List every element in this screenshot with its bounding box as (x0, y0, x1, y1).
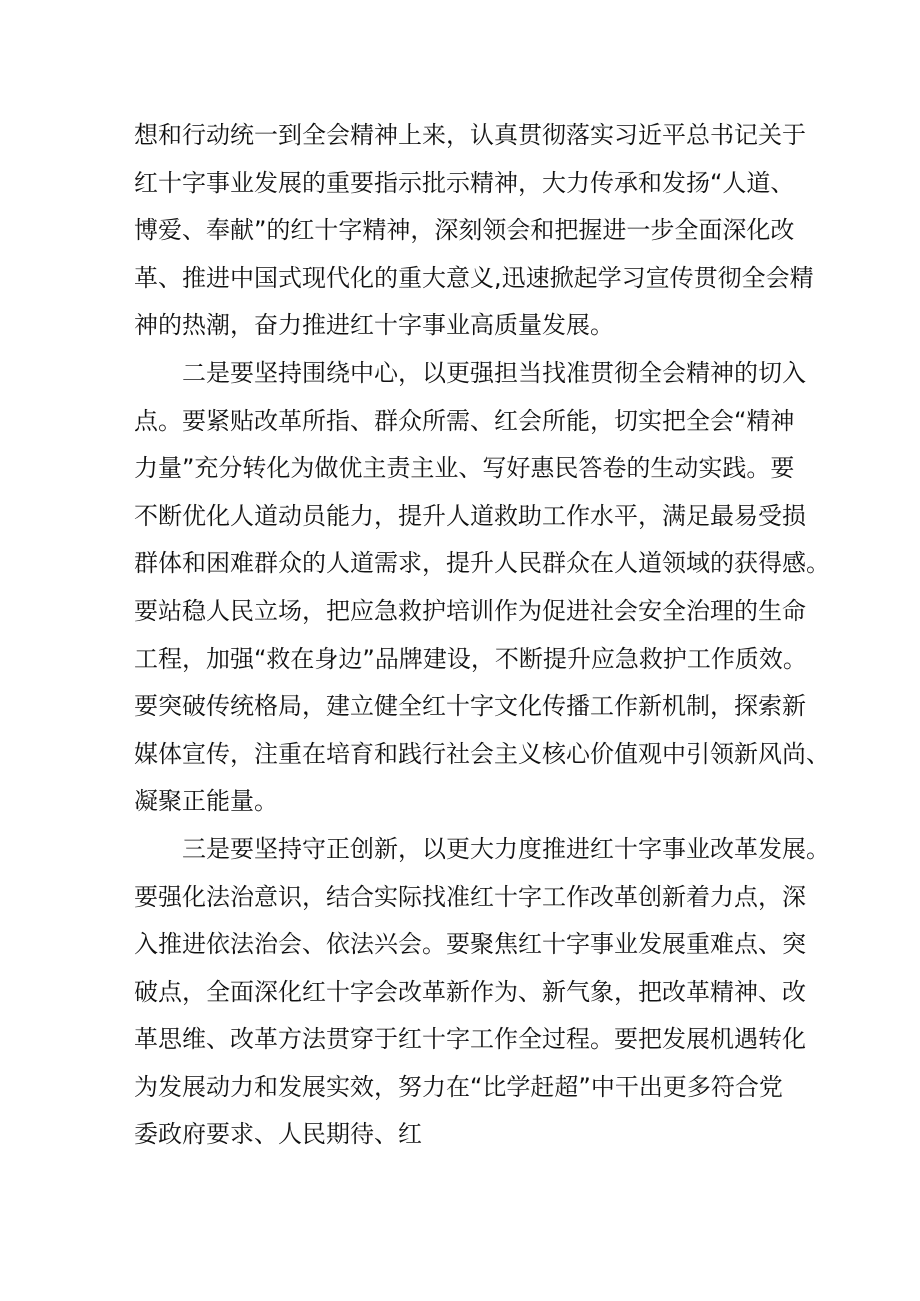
text-line: 革思维、改革方法贯穿于红十字工作全过程。要把发展机遇转化 (134, 1025, 806, 1054)
text-line: 委政府要求、人民期待、红 (134, 1120, 422, 1149)
text-line: 入推进依法治会、依法兴会。要聚焦红十字事业发展重难点、突 (134, 930, 806, 959)
text-line: 神的热潮，奋力推进红十字事业高质量发展。 (134, 311, 614, 340)
text-line: 博爱、奉献”的红十字精神，深刻领会和把握进一步全面深化改 (134, 216, 795, 245)
paragraph-start-line: 二是要坚持围绕中心，以更强担当找准贯彻全会精神的切入 (182, 358, 806, 387)
text-line: 为发展动力和发展实效，努力在“比学赶超”中干出更多符合党 (134, 1072, 783, 1101)
text-line: 不断优化人道动员能力，提升人道救助工作水平，满足最易受损 (134, 501, 806, 530)
text-line: 力量”充分转化为做优主责主业、写好惠民答卷的生动实践。要 (134, 454, 795, 483)
text-line: 革、推进中国式现代化的重大意义,迅速掀起学习宣传贯彻全会精 (134, 263, 814, 292)
text-line: 破点，全面深化红十字会改革新作为、新气象，把改革精神、改 (134, 977, 806, 1006)
text-line: 要站稳人民立场，把应急救护培训作为促进社会安全治理的生命 (134, 596, 806, 625)
text-line: 点。要紧贴改革所指、群众所需、红会所能，切实把全会“精神 (134, 406, 795, 435)
text-line: 群体和困难群众的人道需求，提升人民群众在人道领域的获得感。 (134, 549, 830, 578)
text-line: 要强化法治意识，结合实际找准红十字工作改革创新着力点，深 (134, 882, 806, 911)
text-line: 要突破传统格局，建立健全红十字文化传播工作新机制，探索新 (134, 692, 806, 721)
text-line: 凝聚正能量。 (134, 787, 278, 816)
paragraph-start-line: 三是要坚持守正创新，以更大力度推进红十字事业改革发展。 (182, 834, 830, 863)
document-body (134, 112, 830, 1159)
text-line: 红十字事业发展的重要指示批示精神，大力传承和发扬“人道、 (134, 168, 795, 197)
text-line: 工程，加强“救在身边”品牌建设，不断提升应急救护工作质效。 (134, 644, 807, 673)
text-line: 想和行动统一到全会精神上来，认真贯彻落实习近平总书记关于 (134, 121, 806, 149)
text-line: 媒体宣传，注重在培育和践行社会主义核心价值观中引领新风尚、 (134, 739, 830, 768)
